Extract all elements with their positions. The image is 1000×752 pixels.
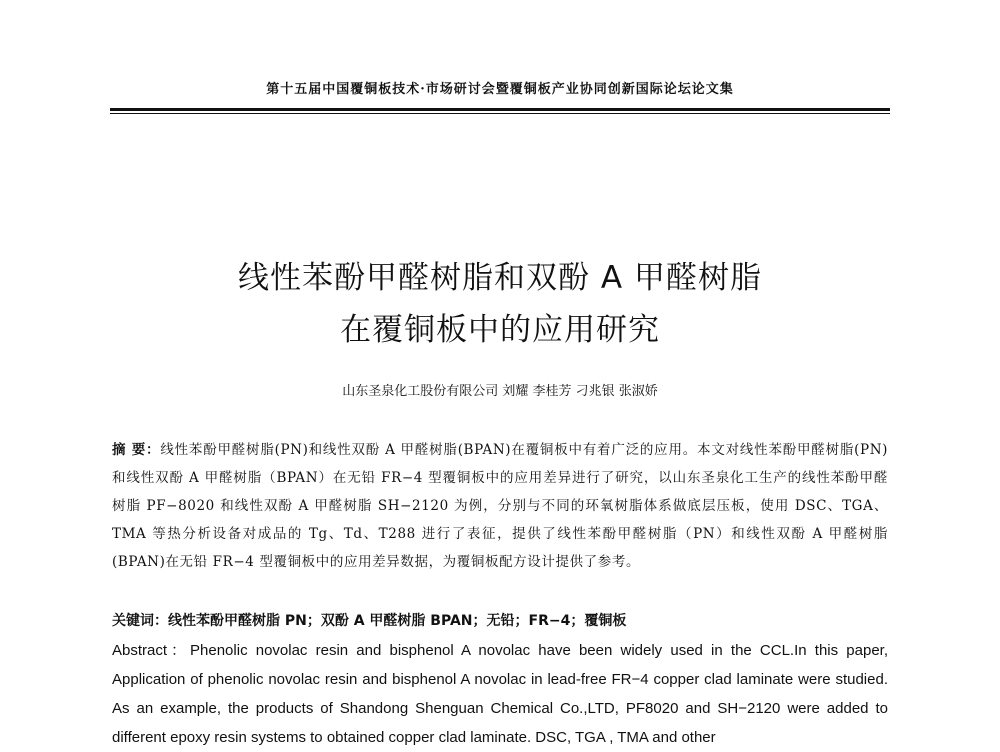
- keywords-text: 线性苯酚甲醛树脂 PN；双酚 A 甲醛树脂 BPAN；无铅；FR−4；覆铜板: [168, 613, 627, 629]
- header-rule-thick: [110, 108, 890, 111]
- title-line-2: 在覆铜板中的应用研究: [340, 312, 660, 348]
- title-line-1: 线性苯酚甲醛树脂和双酚 A 甲醛树脂: [238, 260, 762, 296]
- authors-affiliation: 山东圣泉化工股份有限公司 刘耀 李桂芳 刁兆银 张淑娇: [342, 384, 658, 399]
- header-rule-thin: [110, 113, 890, 114]
- abstract-chinese: [112, 436, 888, 576]
- running-header: 第十五届中国覆铜板技术·市场研讨会暨覆铜板产业协同创新国际论坛论文集: [266, 82, 734, 97]
- abstract-cn-text: 线性苯酚甲醛树脂(PN)和线性双酚 A 甲醛树脂(BPAN)在覆铜板中有着广泛的应用。本文对线性苯酚甲醛树脂(PN)和线性双酚 A 甲醛树脂（BPAN）在无铅 FR−4 型覆铜板中的应用差异进行了研究，以山东圣泉化工生产的线性苯酚甲醛树脂 PF−8020 和线性双酚 A 甲醛树脂 SH−2120 为例，分别与不同的环氧树脂体系做底层压板，使用 DSC、TGA、TMA 等热分析设备对成品的 Tg、Td、T288 进行了表征，提供了线性苯酚甲醛树脂（PN）和线性双酚 A 甲醛树脂(BPAN)在无铅 FR−4 型覆铜板中的应用差异数据，为覆铜板配方设计提供了参考。: [112, 442, 888, 570]
- keywords: [112, 610, 888, 630]
- abstract-english: Abstract：Phenolic novolac resin and bisphenol A novolac have been widely used in the CCL.In this paper, Application of phenolic novolac resin and bisphenol A novolac in lead-free FR−4 copper clad laminate were studied. As an example, the products of Shandong Shenguan Chemical Co.,LTD, PF8020 and SH−2120 were added to different epoxy resin systems to obtained copper clad laminate. DSC, TGA , TMA and other: [112, 642, 888, 746]
- abstract-cn-label: 摘 要：: [112, 442, 161, 458]
- paper-title: [110, 252, 890, 356]
- keywords-label: 关键词：: [112, 613, 168, 629]
